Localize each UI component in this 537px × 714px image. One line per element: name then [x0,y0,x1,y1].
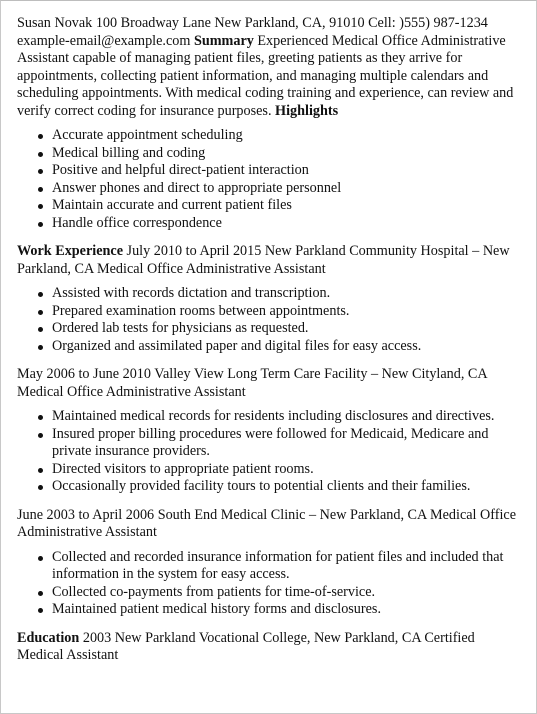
list-item: Answer phones and direct to appropriate personnel [52,180,520,198]
list-item: Organized and assimilated paper and digital files for easy access. [52,338,520,356]
job-employer: South End Medical Clinic [157,506,306,523]
job-bullets [17,408,520,496]
job-bullets [17,549,520,619]
list-item: Positive and helpful direct-patient interaction [52,162,520,180]
list-item: Accurate appointment scheduling [52,127,520,145]
job-title: Medical Office Administrative Assistant [17,383,246,400]
experience-heading: Work Experience [17,243,123,259]
job-dates: May 2006 to June 2010 [17,366,151,382]
job-employer: New Parkland Community Hospital [264,243,469,259]
separator: – [309,506,317,523]
list-item: Directed visitors to appropriate patient rooms. [52,461,520,479]
separator: – [472,243,480,259]
list-item: Maintained patient medical history forms and disclosures. [52,601,520,619]
separator: – [371,366,379,382]
list-item: Collected co-payments from patients for time-of-service. [52,584,520,602]
contact-summary-paragraph [17,15,520,120]
list-item: Occasionally provided facility tours to potential clients and their families. [52,478,520,496]
summary-text: Experienced Medical Office Administrative Assistant capable of managing patient files, greeting patients as they arrive for appointments, collecting patient information, and managing multiple calendars and scheduling appointments. With medical coding training and experience, can review and verify correct coding for insurance purposes. [17,32,514,119]
job-header [17,507,520,542]
contact-address: 100 Broadway Lane New Parkland, CA, 91010 [95,15,365,31]
contact-email: example-email@example.com [17,32,191,49]
list-item: Medical billing and coding [52,145,520,163]
list-item: Collected and recorded insurance information for patient files and included that information in the system for easy access. [52,549,520,584]
list-item: Insured proper billing procedures were followed for Medicaid, Medicare and private insurance providers. [52,426,520,461]
education-credential: Certified Medical Assistant [17,629,475,663]
list-item: Prepared examination rooms between appointments. [52,303,520,321]
highlights-heading: Highlights [275,102,339,119]
education-year: 2003 [82,629,112,646]
education-school: New Parkland Vocational College, New Parkland, CA [114,629,421,646]
list-item: Assisted with records dictation and transcription. [52,285,520,303]
education-heading: Education [17,629,80,646]
contact-phone: Cell: )555) 987-1234 [368,15,488,31]
summary-heading: Summary [193,32,254,49]
job-location: New Cityland, CA [381,366,487,382]
job-header [17,243,520,278]
job-location: New Parkland, CA [319,506,427,523]
job-title: Medical Office Administrative Assistant [17,506,517,540]
job-header [17,366,520,401]
highlights-list [17,127,520,232]
contact-name: Susan Novak [17,15,93,31]
list-item: Ordered lab tests for physicians as requested. [52,320,520,338]
list-item: Maintained medical records for residents including disclosures and directives. [52,408,520,426]
job-location: New Parkland, CA [17,243,510,277]
list-item: Handle office correspondence [52,215,520,233]
job-employer: Valley View Long Term Care Facility [154,366,368,382]
job-dates: June 2003 to April 2006 [17,506,155,523]
job-bullets [17,285,520,355]
job-title: Medical Office Administrative Assistant [97,260,326,277]
education-paragraph [17,630,520,665]
job-dates: July 2010 to April 2015 [126,243,262,259]
list-item: Maintain accurate and current patient files [52,197,520,215]
